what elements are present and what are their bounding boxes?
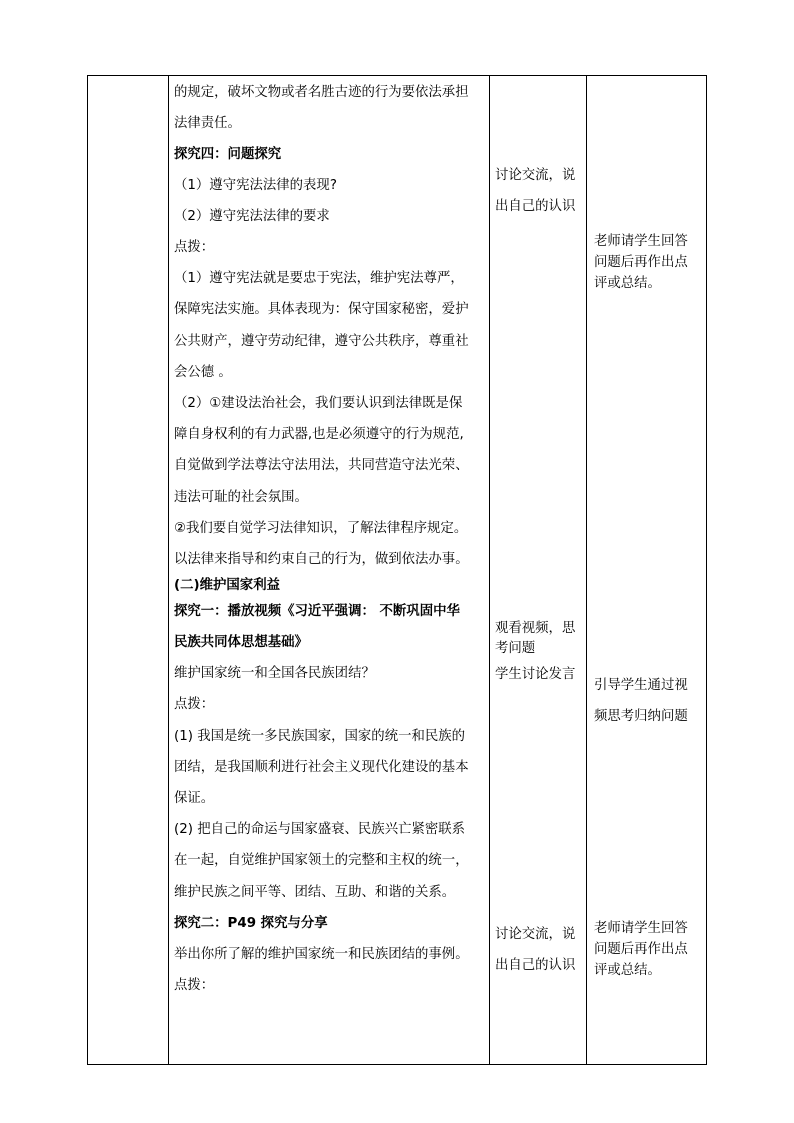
content-line: （1）遵守宪法法律的表现? xyxy=(174,178,337,193)
student-activity: 讨论交流，说 xyxy=(495,168,576,183)
content-line: （1）遵守宪法就是要忠于宪法，维护宪法尊严， xyxy=(174,271,464,286)
teacher-activity: 老师请学生回答 xyxy=(594,234,688,249)
content-line: 法律责任。 xyxy=(174,116,241,131)
teacher-activity: 问题后再作出点 xyxy=(594,942,688,957)
teacher-activity: 评或总结。 xyxy=(594,276,661,291)
teacher-column xyxy=(594,76,706,1064)
content-line: 团结，是我国顺利进行社会主义现代化建设的基本 xyxy=(174,760,469,775)
content-column xyxy=(174,76,486,1064)
student-activity: 考问题 xyxy=(495,641,536,656)
content-line: 自觉做到学法尊法守法用法，共同营造守法光荣、 xyxy=(174,458,469,473)
teacher-activity: 老师请学生回答 xyxy=(594,921,688,936)
content-line: （2）①建设法治社会，我们要认识到法律既是保 xyxy=(174,396,463,411)
section-heading: 探究四：问题探究 xyxy=(174,147,282,162)
student-column xyxy=(495,76,585,1064)
teacher-activity: 频思考归纳问题 xyxy=(594,709,688,724)
content-line: 会公德 。 xyxy=(174,365,232,380)
content-line: 点拨： xyxy=(174,240,215,255)
teacher-activity: 引导学生通过视 xyxy=(594,678,688,693)
section-heading: (二)维护国家利益 xyxy=(174,578,280,593)
content-line: 障自身权利的有力武器,也是必须遵守的行为规范, xyxy=(174,427,464,442)
content-line: ②我们要自觉学习法律知识，了解法律程序规定。 xyxy=(174,521,468,536)
content-line: 公共财产，遵守劳动纪律，遵守公共秩序，尊重社 xyxy=(174,334,469,349)
content-line: 维护民族之间平等、团结、互助、和谐的关系。 xyxy=(174,885,456,900)
content-line: 在一起，自觉维护国家领土的完整和主权的统一， xyxy=(174,853,469,868)
teacher-activity: 问题后再作出点 xyxy=(594,255,688,270)
content-line: （2）遵守宪法法律的要求 xyxy=(174,209,330,224)
lesson-table xyxy=(87,75,707,1065)
section-heading: 探究一：播放视频《习近平强调： 不断巩固中华 xyxy=(174,604,460,619)
blank-column xyxy=(88,76,168,1064)
content-line: 举出你所了解的维护国家统一和民族团结的事例。 xyxy=(174,947,469,962)
student-activity: 出自己的认识 xyxy=(495,199,576,214)
content-line: (2) 把自己的命运与国家盛衰、民族兴亡紧密联系 xyxy=(174,822,466,837)
student-activity: 讨论交流，说 xyxy=(495,927,576,942)
student-activity: 学生讨论发言 xyxy=(495,667,576,682)
column-divider-2 xyxy=(489,76,490,1064)
content-line: 保障宪法实施。具体表现为：保守国家秘密，爱护 xyxy=(174,302,469,317)
content-line: 维护国家统一和全国各民族团结？ xyxy=(174,666,375,681)
student-activity: 观看视频，思 xyxy=(495,621,576,636)
content-line: 以法律来指导和约束自己的行为，做到依法办事。 xyxy=(174,552,469,567)
content-line: (1) 我国是统一多民族国家，国家的统一和民族的 xyxy=(174,729,466,744)
teacher-activity: 评或总结。 xyxy=(594,963,661,978)
content-line: 点拨： xyxy=(174,697,215,712)
column-divider-1 xyxy=(168,76,169,1064)
section-heading: 民族共同体思想基础》 xyxy=(174,635,308,650)
content-line: 保证。 xyxy=(174,791,215,806)
content-line: 点拨： xyxy=(174,978,215,993)
column-divider-3 xyxy=(586,76,587,1064)
section-heading: 探究二：P49 探究与分享 xyxy=(174,916,328,931)
content-line: 的规定，破坏文物或者名胜古迹的行为要依法承担 xyxy=(174,85,469,100)
student-activity: 出自己的认识 xyxy=(495,958,576,973)
content-line: 违法可耻的社会氛围。 xyxy=(174,490,308,505)
